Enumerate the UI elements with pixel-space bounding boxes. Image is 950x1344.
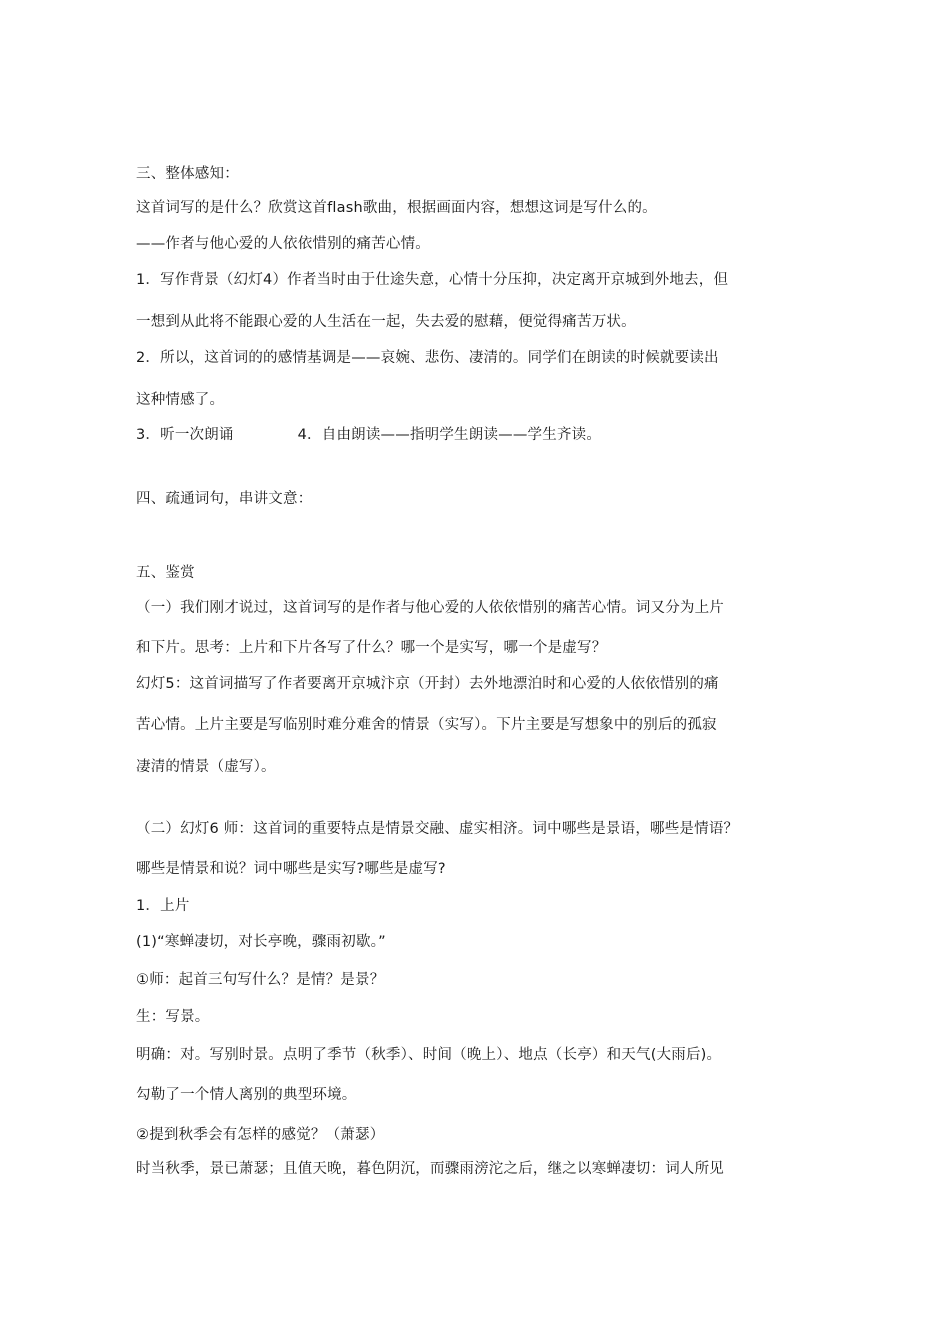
paragraph-line: 明确：对。写别时景。点明了季节（秋季）、时间（晚上）、地点（长亭）和天气(大雨后)。 [136,1047,722,1063]
section-heading-explain: 四、疏通词句，串讲文意： [136,491,313,507]
quote-line: (1)“寒蝉凄切，对长亭晚，骤雨初歇。” [136,934,386,950]
paragraph-line-pair [136,425,601,445]
paragraph-line: 哪些是情景和说？词中哪些是实写?哪些是虚写? [136,861,446,877]
paragraph-line: 1．写作背景（幻灯4）作者当时由于仕途失意，心情十分压抑，决定离开京城到外地去，但 [136,272,729,288]
paragraph-line: 幻灯5：这首词描写了作者要离开京城汴京（开封）去外地漂泊时和心爱的人依依惜别的痛 [136,676,719,692]
paragraph-line: 勾勒了一个情人离别的典型环境。 [136,1087,357,1103]
list-item-read: 4．自由朗读——指明学生朗读——学生齐读。 [297,427,602,443]
paragraph-line: 2．所以，这首词的的感情基调是——哀婉、悲伤、凄清的。同学们在朗读的时候就要读出 [136,350,719,366]
paragraph-line: 这种情感了。 [136,392,225,408]
section-heading-appreciate: 五、鉴赏 [136,565,195,581]
paragraph-line: ——作者与他心爱的人依依惜别的痛苦心情。 [136,236,430,252]
paragraph-line: （二）幻灯6 师：这首词的重要特点是情景交融、虚实相济。词中哪些是景语，哪些是情语？ [136,821,739,837]
section-heading-overall: 三、整体感知： [136,166,239,182]
paragraph-line: 一想到从此将不能跟心爱的人生活在一起，失去爱的慰藉，便觉得痛苦万状。 [136,314,636,330]
paragraph-line: 和下片。思考：上片和下片各写了什么？哪一个是实写，哪一个是虚写？ [136,640,607,656]
paragraph-line: 凄清的情景（虚写）。 [136,759,276,775]
subheading-upper-part: 1．上片 [136,898,190,914]
paragraph-line: ①师：起首三句写什么？是情？是景？ [136,972,385,988]
paragraph-line: 苦心情。上片主要是写临别时难分难舍的情景（实写）。下片主要是写想象中的别后的孤寂 [136,717,717,733]
list-item-listen: 3．听一次朗诵 [136,427,234,443]
paragraph-line: 时当秋季，景已萧瑟；且值天晚，暮色阴沉，而骤雨滂沱之后，继之以寒蝉凄切：词人所见 [136,1161,724,1177]
paragraph-line: （一）我们刚才说过，这首词写的是作者与他心爱的人依依惜别的痛苦心情。词又分为上片 [136,600,724,616]
paragraph-line: 这首词写的是什么？欣赏这首flash歌曲，根据画面内容，想想这词是写什么的。 [136,200,657,216]
paragraph-line: 生：写景。 [136,1009,210,1025]
paragraph-line: ②提到秋季会有怎样的感觉？（萧瑟） [136,1127,385,1143]
